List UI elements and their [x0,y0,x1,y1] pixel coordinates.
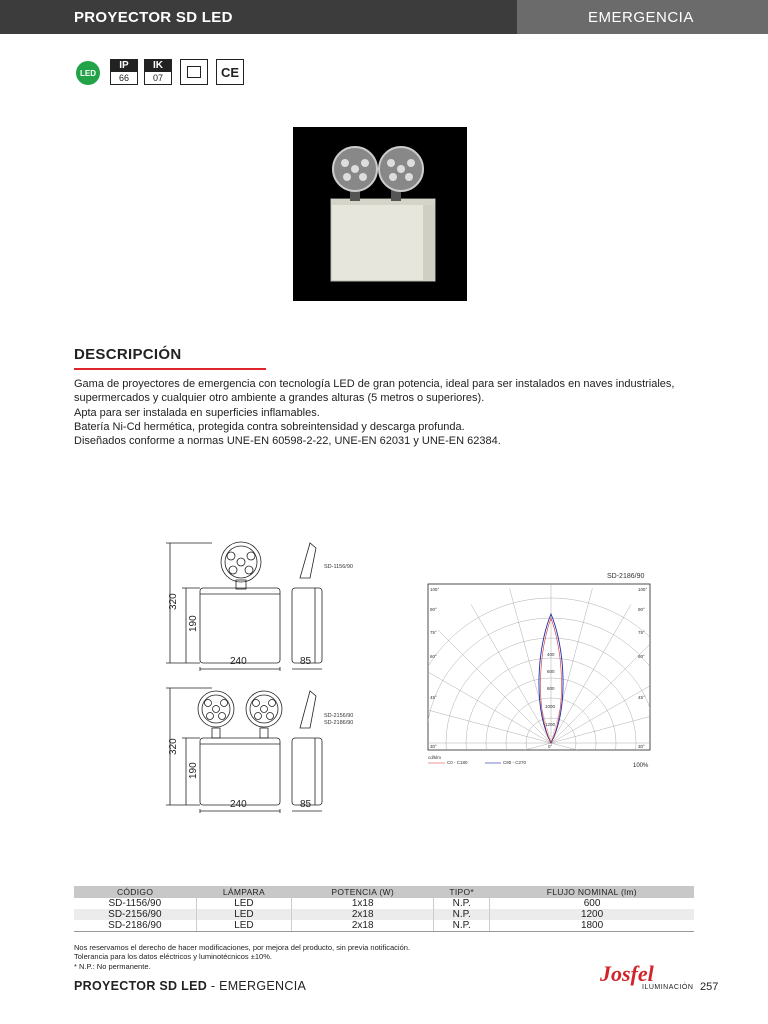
polar-grid [425,583,660,778]
ik-value: 07 [152,73,163,83]
ip-label: IP [111,60,137,72]
footer-title-rest: - EMERGENCIA [207,979,307,993]
polar-angle-left: 30° [430,744,437,749]
class-ii-icon [180,59,208,85]
polar-unit: cd/klm [428,755,442,760]
polar-legend-b: C90 - C270 [503,760,527,765]
table-cell: SD-2186/90 [74,920,196,932]
dim-body-height: 190 [188,615,199,632]
table-cell: LED [196,898,291,909]
polar-angle-left: 45° [430,695,437,700]
table-cell: LED [196,909,291,920]
footnotes [74,943,410,971]
polar-angle-left: 105° [430,587,440,592]
polar-angle-right: 105° [638,587,648,592]
table-header: CÓDIGO [74,886,196,898]
ce-mark-icon: CE [216,59,244,85]
description-line: Diseñados conforme a normas UNE-EN 60598-2-22, UNE-EN 62031 y UNE-EN 62384. [74,435,501,448]
dim-depth: 85 [300,656,312,667]
polar-grid-spoke [438,630,551,743]
table-row [74,920,694,932]
polar-radial-label: 400 [547,652,555,657]
table-row [74,909,694,920]
polar-percent: 100% [633,763,649,769]
table-cell: N.P. [434,909,490,920]
dim-total-height: 320 [168,593,179,610]
table-header: LÁMPARA [196,886,291,898]
polar-angle-right: 30° [638,744,645,749]
description-line: Batería Ni-Cd hermética, protegida contra sobreintensidad y descarga profunda. [74,420,465,433]
section-underline [74,368,266,370]
polar-radial-label: 800 [547,686,555,691]
polar-grid-spoke [551,663,660,743]
dim-body-height: 190 [188,762,199,779]
table-header: TIPO* [434,886,490,898]
ik-badge [144,59,172,85]
table-cell: SD-2156/90 [74,909,196,920]
description [74,377,704,448]
footer-title [74,979,306,993]
polar-model-label: SD-2186/90 [607,573,645,580]
drawing-model-label-b: SD-2186/90 [324,720,354,726]
led-badge: LED [76,61,100,85]
section-title: DESCRIPCIÓN [74,346,182,363]
footnote: Nos reservamos el derecho de hacer modificaciones, por mejora del producto, sin previa notificación. [74,943,411,952]
polar-grid-spoke [425,743,551,778]
table-header-row [74,886,694,898]
polar-radial-label: 1200 [545,722,556,727]
table-header: POTENCIA (W) [292,886,434,898]
polar-radial-label: 600 [547,669,555,674]
polar-angle-right: 90° [638,607,645,612]
description-line: Gama de proyectores de emergencia con tecnología LED de gran potencia, ideal para ser instalados en naves industriales, supermercados y cualquier otro ambiente a grandes alturas (5 metros o superiores). [74,378,675,405]
polar-angle-left: 75° [430,630,437,635]
table-cell: 1800 [490,920,694,932]
brand-subtitle: ILUMINACIÓN [642,984,694,991]
brand-logo: Josfel [600,961,654,986]
table-cell: 1x18 [292,898,434,909]
drawing-double [160,683,370,818]
polar-zero-label: 0° [548,744,553,749]
page-title: PROYECTOR SD LED [74,9,233,26]
product-illustration [293,127,467,301]
category-label: EMERGENCIA [588,9,694,26]
table-cell: 2x18 [292,909,434,920]
table-cell: 600 [583,898,601,909]
dim-width: 240 [230,799,247,810]
drawing-single [160,538,370,673]
product-photo [293,127,467,301]
polar-angle-right: 75° [638,630,645,635]
description-line: Apta para ser instalada en superficies inflamables. [74,406,320,419]
polar-angle-left: 90° [430,607,437,612]
ik-label: IK [145,60,171,72]
page-number: 257 [700,981,719,993]
product-table [74,886,694,932]
ip-value: 66 [118,73,129,83]
polar-diagram [425,568,660,778]
dim-depth: 85 [300,799,312,810]
table-cell: N.P. [434,898,490,909]
footnote: * N.P.: No permanente. [74,961,151,971]
polar-grid-spoke [551,630,660,743]
table-cell: N.P. [434,920,490,932]
table-cell: SD-1156/90 [74,898,196,909]
ip-badge [110,59,138,85]
drawing-model-label-a: SD-2156/90 [324,713,354,719]
table-cell: 1200 [490,909,694,920]
table-header: FLUJO NOMINAL (lm) [490,886,694,898]
polar-grid-spoke [425,663,551,743]
dim-total-height: 320 [168,738,179,755]
drawing-model-label: SD-1156/90 [324,564,353,570]
table-row [74,898,694,909]
polar-angle-right: 45° [638,695,645,700]
table-cell: 2x18 [292,920,434,932]
table-cell: LED [196,920,291,932]
polar-grid-spoke [425,702,551,743]
dim-width: 240 [230,656,247,667]
polar-radial-label: 1000 [545,704,556,709]
polar-grid-ring [425,598,660,778]
footer-title-bold: PROYECTOR SD LED [74,979,208,993]
polar-legend-a: C0 - C180 [447,760,468,765]
polar-angle-right: 60° [638,654,645,659]
footnote: Tolerancia para los datos eléctricos y luminotécnicos ±10%. [74,952,272,962]
polar-angle-left: 60° [430,654,437,659]
